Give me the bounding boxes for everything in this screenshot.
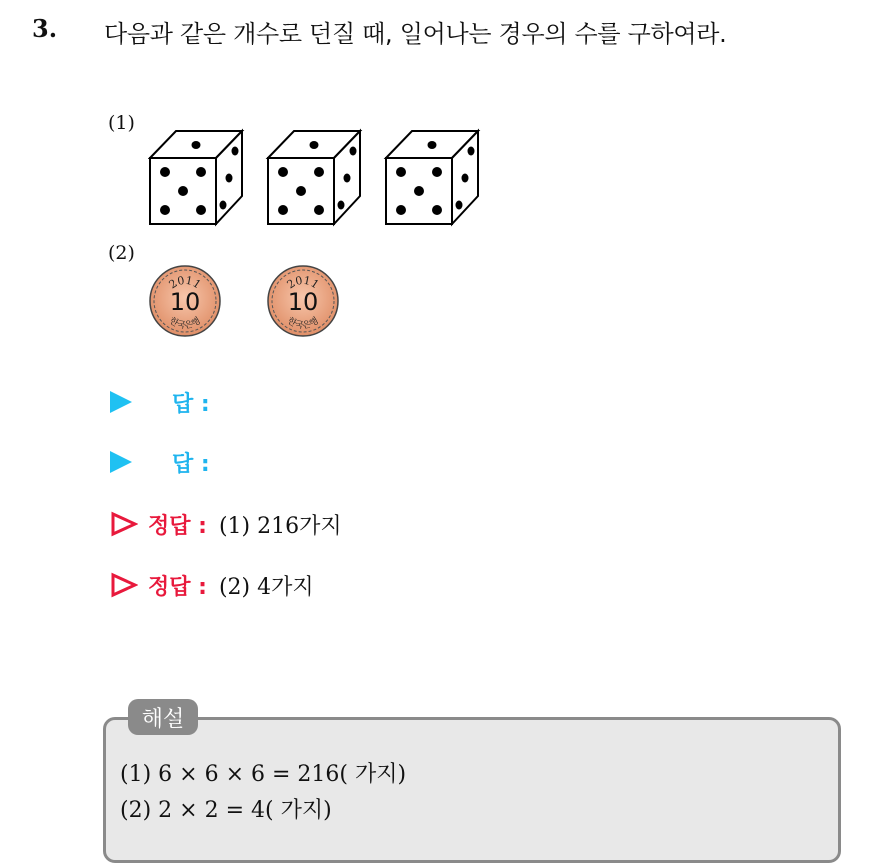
dice-figure [148,128,498,228]
coin-2 [268,266,338,336]
outline-triangle-icon [110,572,138,598]
part-1-label: (1) [108,112,135,134]
correct-answer-label: 정답 : [148,513,207,539]
correct-answer-label: 정답 : [148,574,207,600]
correct-answer-2 [110,568,314,602]
explanation-line-1: (1) 6 × 6 × 6 = 216( 가지) [120,762,407,787]
play-triangle-icon [110,391,132,413]
die-2 [268,131,360,224]
coin-1 [150,266,220,336]
question-text: 다음과 같은 개수로 던질 때, 일어나는 경우의 수를 구하여라. [104,20,727,48]
outline-triangle-icon [110,511,138,537]
coins-figure [148,265,348,340]
answer-prompt-2[interactable] [110,445,210,479]
correct-answer-1 [110,507,342,541]
svg-text:한국은행: 한국은행 [285,316,321,332]
correct-answer-value: (1) 216가지 [218,513,342,539]
part-2-label: (2) [108,242,135,264]
explanation-box [103,717,841,863]
svg-text:10: 10 [169,288,201,316]
answer-prompt-1[interactable] [110,385,210,419]
svg-text:10: 10 [287,288,319,316]
die-1 [150,131,242,224]
answer-prompt-label: 답 : [172,451,210,477]
svg-text:2011: 2011 [284,273,322,292]
die-3 [386,131,478,224]
play-triangle-icon [110,451,132,473]
svg-text:2011: 2011 [166,273,204,292]
explanation-title: 해설 [128,699,198,735]
correct-answer-value: (2) 4가지 [218,574,314,600]
answer-prompt-label: 답 : [172,391,210,417]
svg-text:한국은행: 한국은행 [167,316,203,332]
explanation-line-2: (2) 2 × 2 = 4( 가지) [120,798,332,823]
question-number: 3. [32,14,58,43]
